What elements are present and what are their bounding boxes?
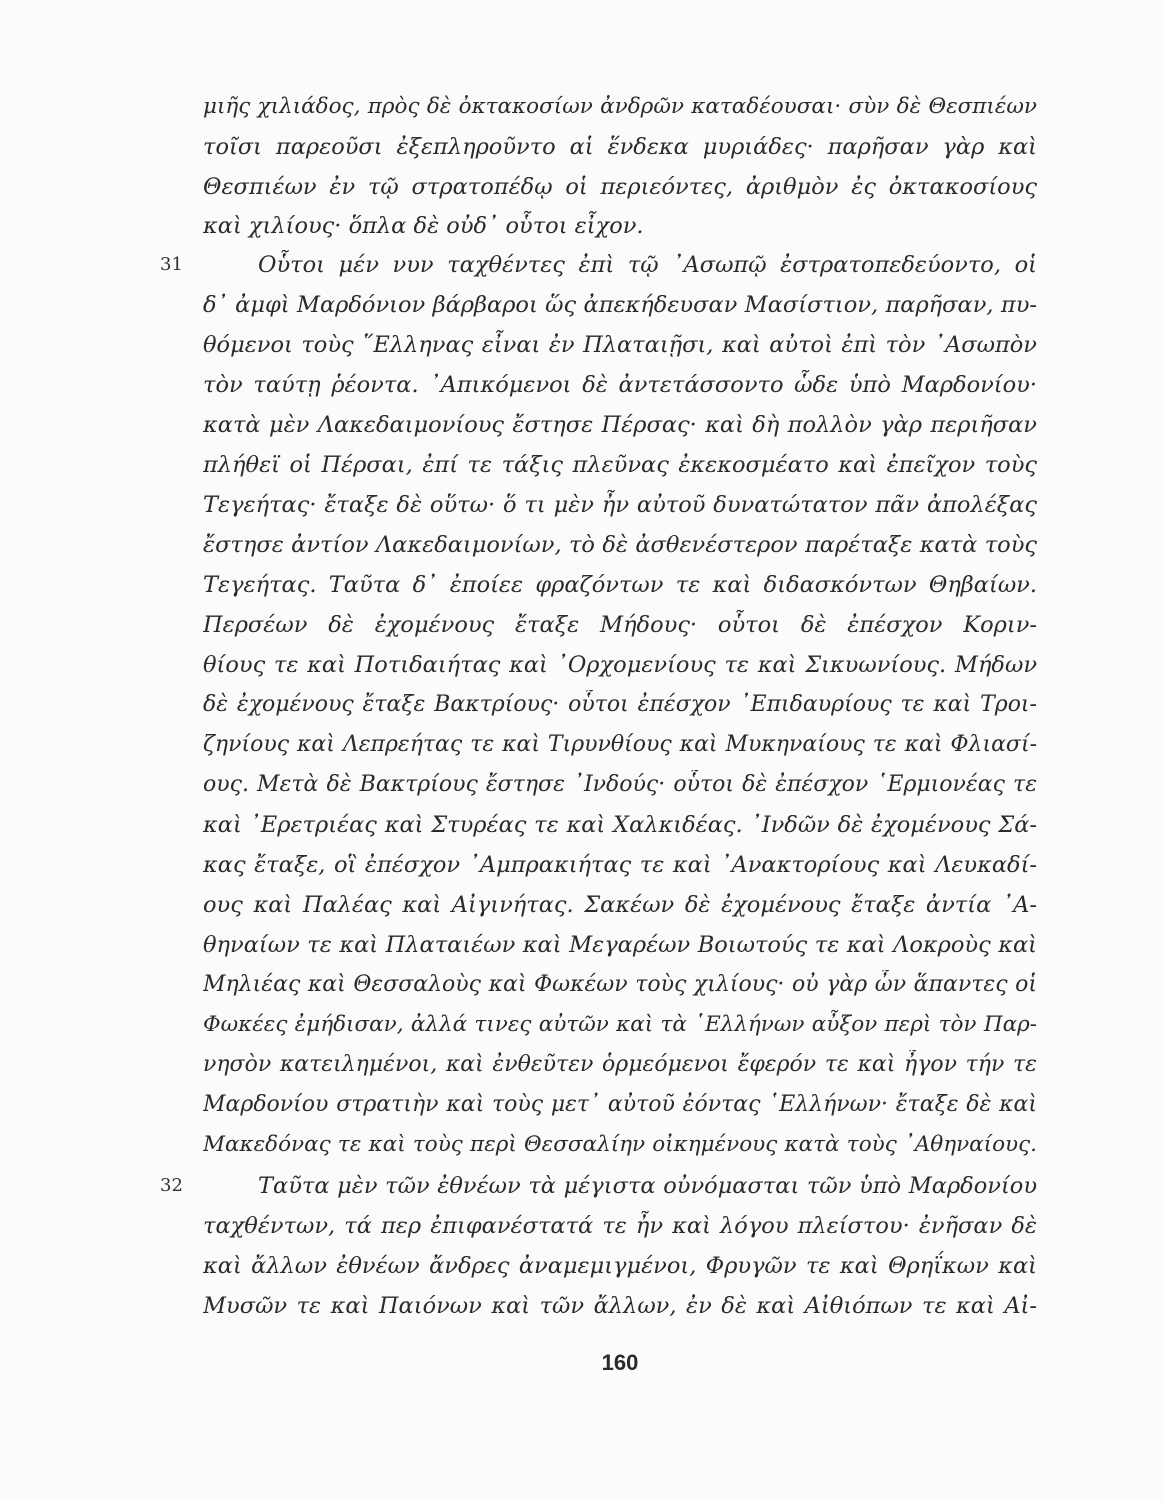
text-line: κας ἔταξε, οἳ ἐπέσχον ᾽Αμπρακιήτας τε καὶ ᾽Ανακτορίους καὶ Λευκαδί- <box>203 852 1037 878</box>
text-line: δὲ ἐχομένους ἔταξε Βακτρίους· οὗτοι ἐπέσχον ᾽Επιδαυρίους τε καὶ Τροι- <box>203 692 1037 717</box>
text-line: πλήθεϊ οἱ Πέρσαι, ἐπί τε τάξις πλεῦνας ἐκεκοσμέατο καὶ ἐπεῖχον τοὺς <box>203 452 1037 478</box>
text-line: καὶ ᾽Ερετριέας καὶ Στυρέας τε καὶ Χαλκιδέας. ᾽Ινδῶν δὲ ἐχομένους Σά- <box>203 812 1037 838</box>
text-line: ταχθέντων, τά περ ἐπιφανέστατά τε ἦν καὶ λόγου πλείστου· ἐνῆσαν δὲ <box>203 1213 1037 1239</box>
text-line: μιῆς χιλιάδος, πρὸς δὲ ὀκτακοσίων ἀνδρῶν καταδέουσαι· σὺν δὲ Θεσπιέων <box>203 94 1037 119</box>
text-line: Θεσπιέων ἐν τῷ στρατοπέδῳ οἱ περιεόντες, ἀριθμὸν ἐς ὀκτακοσίους <box>203 174 1037 200</box>
text-line: Μαρδονίου στρατιὴν καὶ τοὺς μετ᾽ αὐτοῦ ἐόντας ῾Ελλήνων· ἔταξε δὲ καὶ <box>203 1092 1037 1117</box>
text-line: θίους τε καὶ Ποτιδαιήτας καὶ ᾽Ορχομενίους τε καὶ Σικυωνίους. Μήδων <box>203 652 1037 678</box>
text-line: Ταῦτα μὲν τῶν ἐθνέων τὰ μέγιστα οὐνόμασται τῶν ὑπὸ Μαρδονίου <box>258 1173 1037 1199</box>
page-number: 160 <box>601 1350 639 1375</box>
text-line: Φωκέες ἐμήδισαν, ἀλλά τινες αὐτῶν καὶ τὰ ῾Ελλήνων αὖξον περὶ τὸν Παρ- <box>203 1012 1037 1037</box>
text-line: Περσέων δὲ ἐχομένους ἔταξε Μήδους· οὗτοι δὲ ἐπέσχον Κοριν- <box>203 612 1037 638</box>
section-number: 32 <box>160 1175 183 1196</box>
text-line: Τεγεήτας· ἔταξε δὲ οὕτω· ὅ τι μὲν ἦν αὐτοῦ δυνατώτατον πᾶν ἀπολέξας <box>203 492 1037 518</box>
text-line: καὶ χιλίους· ὅπλα δὲ οὐδ᾽ οὗτοι εἶχον. <box>203 213 644 239</box>
text-line: ους. Μετὰ δὲ Βακτρίους ἔστησε ᾽Ινδούς· οὗτοι δὲ ἐπέσχον ῾Ερμιονέας τε <box>203 772 1037 797</box>
text-line: κατὰ μὲν Λακεδαιμονίους ἔστησε Πέρσας· καὶ δὴ πολλὸν γὰρ περιῆσαν <box>203 412 1037 438</box>
text-line: νησὸν κατειλημένοι, καὶ ἐνθεῦτεν ὁρμεόμενοι ἔφερόν τε καὶ ἦγον τήν τε <box>203 1052 1037 1077</box>
section-number: 31 <box>160 254 183 275</box>
text-line: Μυσῶν τε καὶ Παιόνων καὶ τῶν ἄλλων, ἐν δὲ καὶ Αἰθιόπων τε καὶ Αἰ- <box>203 1293 1037 1319</box>
text-line: θηναίων τε καὶ Πλαταιέων καὶ Μεγαρέων Βοιωτούς τε καὶ Λοκροὺς καὶ <box>203 932 1037 958</box>
text-line: καὶ ἄλλων ἐθνέων ἄνδρες ἀναμεμιγμένοι, Φρυγῶν τε καὶ Θρηΐκων καὶ <box>203 1253 1037 1279</box>
text-line: Μηλιέας καὶ Θεσσαλοὺς καὶ Φωκέων τοὺς χιλίους· οὐ γὰρ ὦν ἅπαντες οἱ <box>203 972 1037 997</box>
text-line: ους καὶ Παλέας καὶ Αἰγινήτας. Σακέων δὲ ἐχομένους ἔταξε ἀντία ᾽Α- <box>203 892 1037 918</box>
text-line: τὸν ταύτῃ ῥέοντα. ᾽Απικόμενοι δὲ ἀντετάσσοντο ὧδε ὑπὸ Μαρδονίου· <box>203 372 1037 398</box>
text-line: Τεγεήτας. Ταῦτα δ᾽ ἐποίεε φραζόντων τε καὶ διδασκόντων Θηβαίων. <box>203 572 1037 598</box>
text-line: τοῖσι παρεοῦσι ἐξεπληροῦντο αἱ ἕνδεκα μυριάδες· παρῆσαν γὰρ καὶ <box>203 134 1037 160</box>
text-line: ζηνίους καὶ Λεπρεήτας τε καὶ Τιρυνθίους καὶ Μυκηναίους τε καὶ Φλιασί- <box>203 732 1037 757</box>
text-line: δ᾽ ἀμφὶ Μαρδόνιον βάρβαροι ὥς ἀπεκήδευσαν Μασίστιον, παρῆσαν, πυ- <box>203 292 1037 318</box>
text-line: Μακεδόνας τε καὶ τοὺς περὶ Θεσσαλίην οἰκημένους κατὰ τοὺς ᾽Αθηναίους. <box>203 1132 1037 1157</box>
text-line: Οὗτοι μέν νυν ταχθέντες ἐπὶ τῷ ᾽Ασωπῷ ἐστρατοπεδεύοντο, οἱ <box>258 252 1037 278</box>
text-line: θόμενοι τοὺς ῞Ελληνας εἶναι ἐν Πλαταιῇσι, καὶ αὐτοὶ ἐπὶ τὸν ᾽Ασωπὸν <box>203 332 1037 358</box>
text-line: ἔστησε ἀντίον Λακεδαιμονίων, τὸ δὲ ἀσθενέστερον παρέταξε κατὰ τοὺς <box>203 532 1037 558</box>
